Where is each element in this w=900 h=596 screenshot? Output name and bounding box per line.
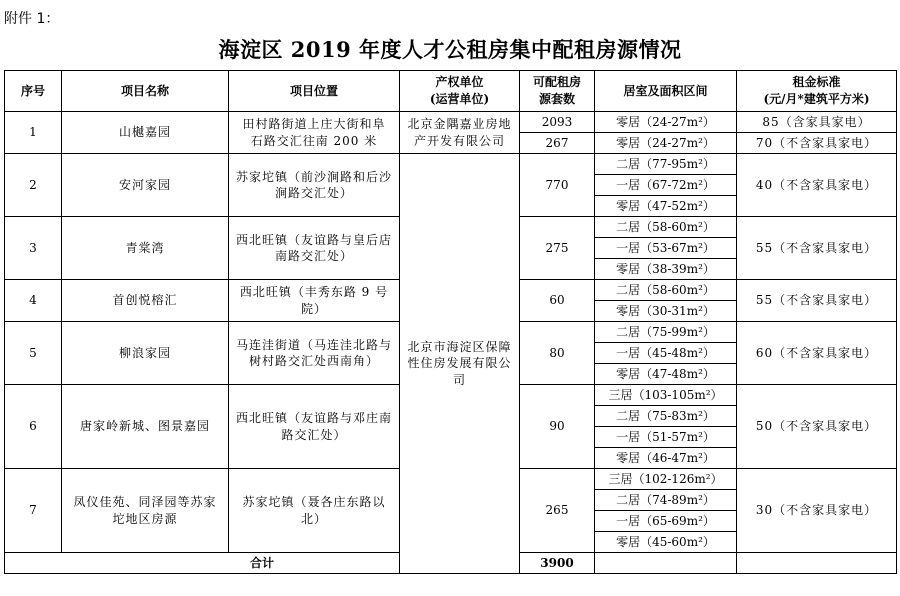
project-name-cell bbox=[62, 469, 229, 553]
location-cell bbox=[229, 112, 400, 154]
header-owner bbox=[400, 71, 520, 112]
total-empty-rent bbox=[737, 553, 897, 574]
room-cell: 一居（53-67m²） bbox=[595, 238, 737, 259]
table-row bbox=[5, 154, 897, 175]
owner-line: 北京市海淀区保障 bbox=[407, 340, 512, 355]
table-row bbox=[5, 112, 897, 133]
room-cell: 二居（75-83m²） bbox=[595, 406, 737, 427]
rent-cell: 60（不含家具家电） bbox=[737, 322, 897, 385]
units-cell: 275 bbox=[520, 217, 595, 280]
project-name-line: 凤仪佳苑、同泽园等苏家 bbox=[73, 495, 217, 510]
rent-cell: 55（不含家具家电） bbox=[737, 280, 897, 322]
location-cell bbox=[229, 385, 400, 469]
units-cell: 60 bbox=[520, 280, 595, 322]
location-line: 院） bbox=[300, 301, 327, 316]
header-units-line2: 源套数 bbox=[538, 92, 575, 106]
header-rent-line2: (元/月*建筑平方米) bbox=[763, 92, 870, 106]
document-title: 海淀区 2019 年度人才公租房集中配租房源情况 bbox=[218, 37, 682, 62]
header-seq: 序号 bbox=[5, 71, 62, 112]
owner-cell bbox=[400, 112, 520, 154]
room-cell: 零居（24-27m²） bbox=[595, 133, 737, 154]
units-cell: 2093 bbox=[520, 112, 595, 133]
project-name-cell bbox=[62, 322, 229, 385]
project-name-line: 安河家园 bbox=[118, 177, 171, 192]
project-name-cell bbox=[62, 112, 229, 154]
location-line: 涧路交汇处） bbox=[274, 186, 353, 200]
location-cell bbox=[229, 469, 400, 553]
location-line: 石路交汇往南 200 米 bbox=[250, 133, 378, 148]
rent-cell: 50（不含家具家电） bbox=[737, 385, 897, 469]
seq-cell: 3 bbox=[5, 217, 62, 280]
room-cell: 零居（38-39m²） bbox=[595, 259, 737, 280]
header-room-area: 居室及面积区间 bbox=[595, 71, 737, 112]
shared-owner-cell bbox=[400, 154, 520, 574]
room-cell: 一居（67-72m²） bbox=[595, 175, 737, 196]
header-project-name: 项目名称 bbox=[62, 71, 229, 112]
room-cell: 零居（45-60m²） bbox=[595, 532, 737, 553]
project-name-line: 首创悦榕汇 bbox=[112, 293, 178, 308]
header-units bbox=[520, 71, 595, 112]
room-cell: 二居（58-60m²） bbox=[595, 217, 737, 238]
room-cell: 一居（51-57m²） bbox=[595, 427, 737, 448]
owner-line: 司 bbox=[452, 372, 466, 387]
location-line: 路交汇处） bbox=[281, 427, 347, 442]
housing-table bbox=[4, 70, 897, 574]
seq-cell: 5 bbox=[5, 322, 62, 385]
location-line: 苏家坨镇（前沙涧路和后沙 bbox=[235, 169, 392, 184]
location-line: 西北旺镇（友谊路与邓庄南 bbox=[235, 411, 392, 426]
header-owner-line2: (运营单位) bbox=[429, 92, 490, 106]
seq-cell: 1 bbox=[5, 112, 62, 154]
room-cell: 零居（24-27m²） bbox=[595, 112, 737, 133]
project-name-cell bbox=[62, 280, 229, 322]
owner-line: 性住房发展有限公 bbox=[407, 356, 512, 371]
header-rent bbox=[737, 71, 897, 112]
seq-cell: 6 bbox=[5, 385, 62, 469]
units-cell: 265 bbox=[520, 469, 595, 553]
header-row bbox=[5, 71, 897, 112]
owner-line: 产开发有限公司 bbox=[413, 133, 505, 148]
total-empty-room bbox=[595, 553, 737, 574]
room-cell: 三居（103-105m²） bbox=[595, 385, 737, 406]
total-units: 3900 bbox=[520, 553, 595, 574]
room-cell: 三居（102-126m²） bbox=[595, 469, 737, 490]
header-location: 项目位置 bbox=[229, 71, 400, 112]
project-name-line: 山樾嘉园 bbox=[118, 125, 171, 140]
location-line: 西北旺镇（丰秀东路 9 号 bbox=[239, 285, 389, 300]
units-cell: 770 bbox=[520, 154, 595, 217]
rent-cell: 85（含家具家电） bbox=[737, 112, 897, 133]
room-cell: 零居（46-47m²） bbox=[595, 448, 737, 469]
room-cell: 二居（74-89m²） bbox=[595, 490, 737, 511]
project-name-cell bbox=[62, 217, 229, 280]
location-line: 马连洼街道（马连洼北路与 bbox=[235, 337, 392, 352]
location-line: 南路交汇处） bbox=[274, 249, 353, 263]
room-cell: 二居（77-95m²） bbox=[595, 154, 737, 175]
room-cell: 一居（65-69m²） bbox=[595, 511, 737, 532]
seq-cell: 7 bbox=[5, 469, 62, 553]
location-cell bbox=[229, 280, 400, 322]
total-row bbox=[5, 553, 897, 574]
location-line: 西北旺镇（友谊路与皇后店 bbox=[235, 232, 392, 247]
rent-cell: 30（不含家具家电） bbox=[737, 469, 897, 553]
units-cell: 90 bbox=[520, 385, 595, 469]
units-cell: 80 bbox=[520, 322, 595, 385]
header-owner-line1: 产权单位 bbox=[435, 75, 484, 90]
location-line: 苏家坨镇（聂各庄东路以 bbox=[242, 495, 386, 510]
project-name-cell bbox=[62, 385, 229, 469]
total-label: 合计 bbox=[5, 553, 520, 574]
owner-line: 北京金隅嘉业房地 bbox=[407, 117, 512, 132]
room-cell: 零居（47-48m²） bbox=[595, 364, 737, 385]
attachment-label: 附件 1： bbox=[4, 11, 60, 27]
project-name-line: 柳浪家园 bbox=[118, 345, 171, 360]
location-cell bbox=[229, 154, 400, 217]
location-line: 田村路街道上庄大街和阜 bbox=[242, 117, 386, 132]
project-name-line: 青棠湾 bbox=[125, 240, 165, 255]
header-rent-line1: 租金标准 bbox=[792, 75, 841, 90]
rent-cell: 70（不含家具家电） bbox=[737, 133, 897, 154]
room-cell: 一居（45-48m²） bbox=[595, 343, 737, 364]
seq-cell: 2 bbox=[5, 154, 62, 217]
room-cell: 零居（47-52m²） bbox=[595, 196, 737, 217]
seq-cell: 4 bbox=[5, 280, 62, 322]
location-cell bbox=[229, 322, 400, 385]
project-name-line: 唐家岭新城、图景嘉园 bbox=[79, 419, 210, 434]
room-cell: 零居（30-31m²） bbox=[595, 301, 737, 322]
project-name-line: 坨地区房源 bbox=[112, 511, 178, 526]
header-units-line1: 可配租房 bbox=[532, 75, 581, 90]
location-cell bbox=[229, 217, 400, 280]
location-line: 北） bbox=[300, 511, 327, 526]
rent-cell: 40（不含家具家电） bbox=[737, 154, 897, 217]
room-cell: 二居（75-99m²） bbox=[595, 322, 737, 343]
rent-cell: 55（不含家具家电） bbox=[737, 217, 897, 280]
room-cell: 二居（58-60m²） bbox=[595, 280, 737, 301]
project-name-cell bbox=[62, 154, 229, 217]
location-line: 树村路交汇处西南角） bbox=[248, 354, 379, 368]
units-cell: 267 bbox=[520, 133, 595, 154]
